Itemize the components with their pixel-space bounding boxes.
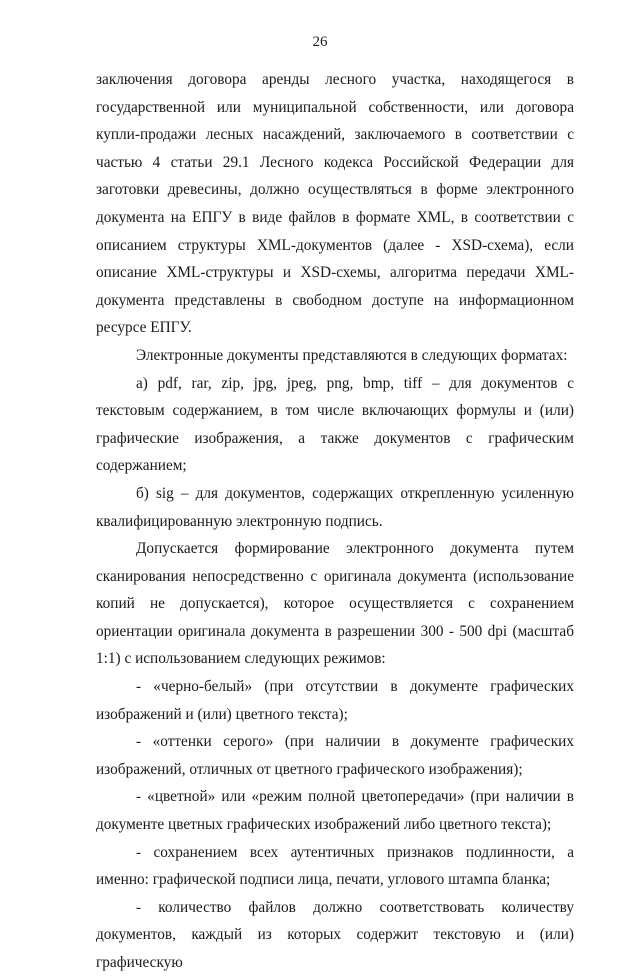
- list-item-format-a: а) pdf, rar, zip, jpg, jpeg, png, bmp, tiff – для документов с текстовым содержанием, в том числе включающих формулы и (или) графические изображения, а также документов с графическим содержанием;: [96, 374, 574, 475]
- document-body: [96, 66, 574, 977]
- paragraph-formats-intro: Электронные документы представляются в следующих форматах:: [136, 346, 568, 364]
- list-item-mode-color: - «цветной» или «режим полной цветопередачи» (при наличии в документе цветных графических изображений либо цветного текста);: [96, 788, 574, 834]
- paragraph-continuation: заключения договора аренды лесного участка, находящегося в государственной или муниципальной собственности, или договора купли-продажи лесных насаждений, заключаемого в соответствии с частью 4 статьи 29.1 Лесного кодекса Российской Федерации для заготовки древесины, должно осуществляться в форме электронного документа на ЕПГУ в виде файлов в формате XML, в соответствии с описанием структуры XML-документов (далее - XSD-схема), если описание XML-структуры и XSD-схемы, алгоритма передачи XML-документа представлены в свободном доступе на информационном ресурсе ЕПГУ.: [96, 71, 574, 337]
- list-item-mode-bw: - «черно-белый» (при отсутствии в документе графических изображений и (или) цветного текста);: [96, 678, 574, 723]
- list-item-mode-gray: - «оттенки серого» (при наличии в документе графических изображений, отличных от цветного графического изображения);: [96, 733, 574, 778]
- page-number: 26: [312, 34, 328, 50]
- list-item-file-count: - количество файлов должно соответствовать количеству документов, каждый из которых содержит текстовую и (или) графическую: [96, 898, 574, 971]
- list-item-authenticity: - сохранением всех аутентичных признаков подлинности, а именно: графической подписи лица, печати, углового штампа бланка;: [96, 843, 574, 889]
- paragraph-scanning: Допускается формирование электронного документа путем сканирования непосредственно с оригинала документа (использование копий не допускается), которое осуществляется с сохранением ориентации оригинала документа в разрешении 300 - 500 dpi (масштаб 1:1) с использованием следующих режимов:: [96, 540, 574, 668]
- list-item-format-b: б) sig – для документов, содержащих открепленную усиленную квалифицированную электронную подпись.: [96, 484, 574, 530]
